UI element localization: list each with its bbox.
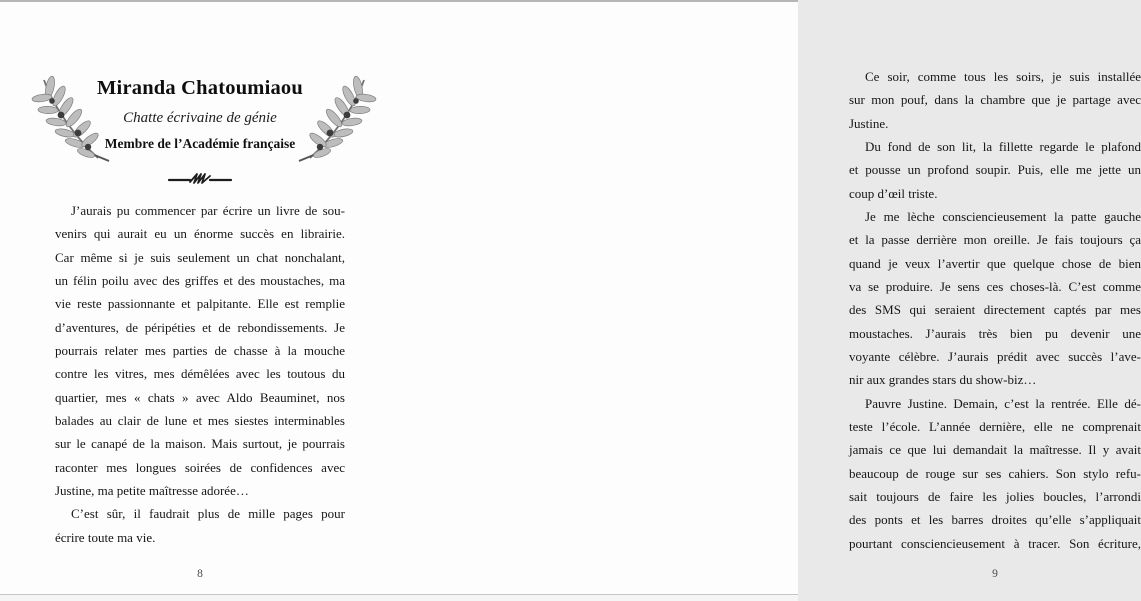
text-line: et la passe derrière mon oreille. Je fais toujours ça bbox=[849, 232, 1141, 248]
right-page-text bbox=[849, 65, 1141, 555]
text-line: coup d’œil triste. bbox=[849, 185, 938, 201]
text-line: Justine, ma petite maîtresse adorée… bbox=[55, 482, 249, 498]
text-line: Ce soir, comme tous les soirs, je suis installée bbox=[865, 69, 1141, 84]
text-line: écrire toute ma vie. bbox=[55, 529, 156, 545]
right-page-number: 9 bbox=[992, 568, 998, 580]
author-subtitle: Chatte écrivaine de génie bbox=[123, 110, 277, 126]
text-line: Justine. bbox=[849, 115, 889, 131]
text-line: quand je veux l’avertir que quelque chose de bien bbox=[849, 255, 1141, 271]
text-line: venirs qui aurait eu un énorme succès en librairie. bbox=[55, 226, 345, 242]
left-page-text bbox=[55, 199, 345, 549]
page-bottom-band bbox=[0, 595, 798, 601]
text-line: J’aurais pu commencer par écrire un livre de sou- bbox=[71, 203, 345, 218]
text-line: nir aux grandes stars du show-biz… bbox=[849, 372, 1037, 388]
text-line: et pousse un profond soupir. Puis, elle me jette un bbox=[849, 162, 1141, 178]
left-page bbox=[0, 0, 399, 601]
text-line: moustaches. J’aurais très bien pu devenir une bbox=[849, 325, 1141, 341]
text-line: voyante célèbre. J’aurais prédit avec succès l’ave- bbox=[849, 348, 1141, 364]
text-line: raconter mes longues soirées de confidences avec bbox=[55, 459, 345, 475]
text-line: quartier, mes « chats » avec Aldo Beauminet, nos bbox=[55, 389, 345, 405]
left-page-number: 8 bbox=[197, 568, 203, 580]
author-title: Miranda Chatoumiaou bbox=[97, 77, 303, 99]
text-line: Car même si je suis seulement un chat nonchalant, bbox=[55, 249, 345, 265]
text-line: teste l’école. L’année dernière, elle ne comprenait bbox=[849, 418, 1141, 434]
text-line: jamais ce que lui demandait la maîtresse. Il y avait bbox=[849, 442, 1141, 458]
right-page bbox=[399, 0, 1141, 601]
text-line: d’aventures, de péripéties et de rebondissements. Je bbox=[55, 319, 345, 335]
text-line: vie reste passionnante et palpitante. Elle est remplie bbox=[55, 296, 345, 312]
text-line: un félin poilu avec des griffes et des moustaches, ma bbox=[55, 272, 345, 288]
text-line: pourrais relater mes parties de chasse à la mouche bbox=[55, 342, 345, 358]
text-line: contre les vitres, mes démêlées avec les toutous du bbox=[55, 366, 345, 382]
text-line: sur mon pouf, dans la chambre que je partage avec bbox=[849, 92, 1141, 108]
text-line: va se produire. Je sens ces choses-là. C’est comme bbox=[849, 278, 1141, 294]
text-line: beaucoup de rouge sur ses cahiers. Son stylo refu- bbox=[849, 465, 1141, 481]
text-line: balades au clair de lune et mes siestes interminables bbox=[55, 412, 345, 428]
text-line: sait toujours de faire les jolies boucles, l’arrondi bbox=[849, 488, 1141, 504]
author-affiliation: Membre de l’Académie française bbox=[104, 136, 296, 151]
text-line: des ponts et les barres droites qu’elle s’appliquait bbox=[849, 512, 1141, 528]
text-line: Pauvre Justine. Demain, c’est la rentrée. Elle dé- bbox=[865, 395, 1141, 411]
text-line: pourtant consciencieusement à tracer. Son écriture, bbox=[849, 535, 1141, 551]
text-line: C’est sûr, il faudrait plus de mille pages pour bbox=[71, 506, 345, 522]
text-line: Je me lèche consciencieusement la patte gauche bbox=[865, 208, 1141, 224]
rope-knot-divider-icon bbox=[55, 170, 345, 193]
text-line: sur le canapé de la maison. Mais surtout, je pourrais bbox=[55, 436, 345, 452]
text-line: des SMS qui seraient directement captés par mes bbox=[849, 302, 1141, 318]
text-line: Du fond de son lit, la fillette regarde le plafond bbox=[865, 138, 1141, 154]
